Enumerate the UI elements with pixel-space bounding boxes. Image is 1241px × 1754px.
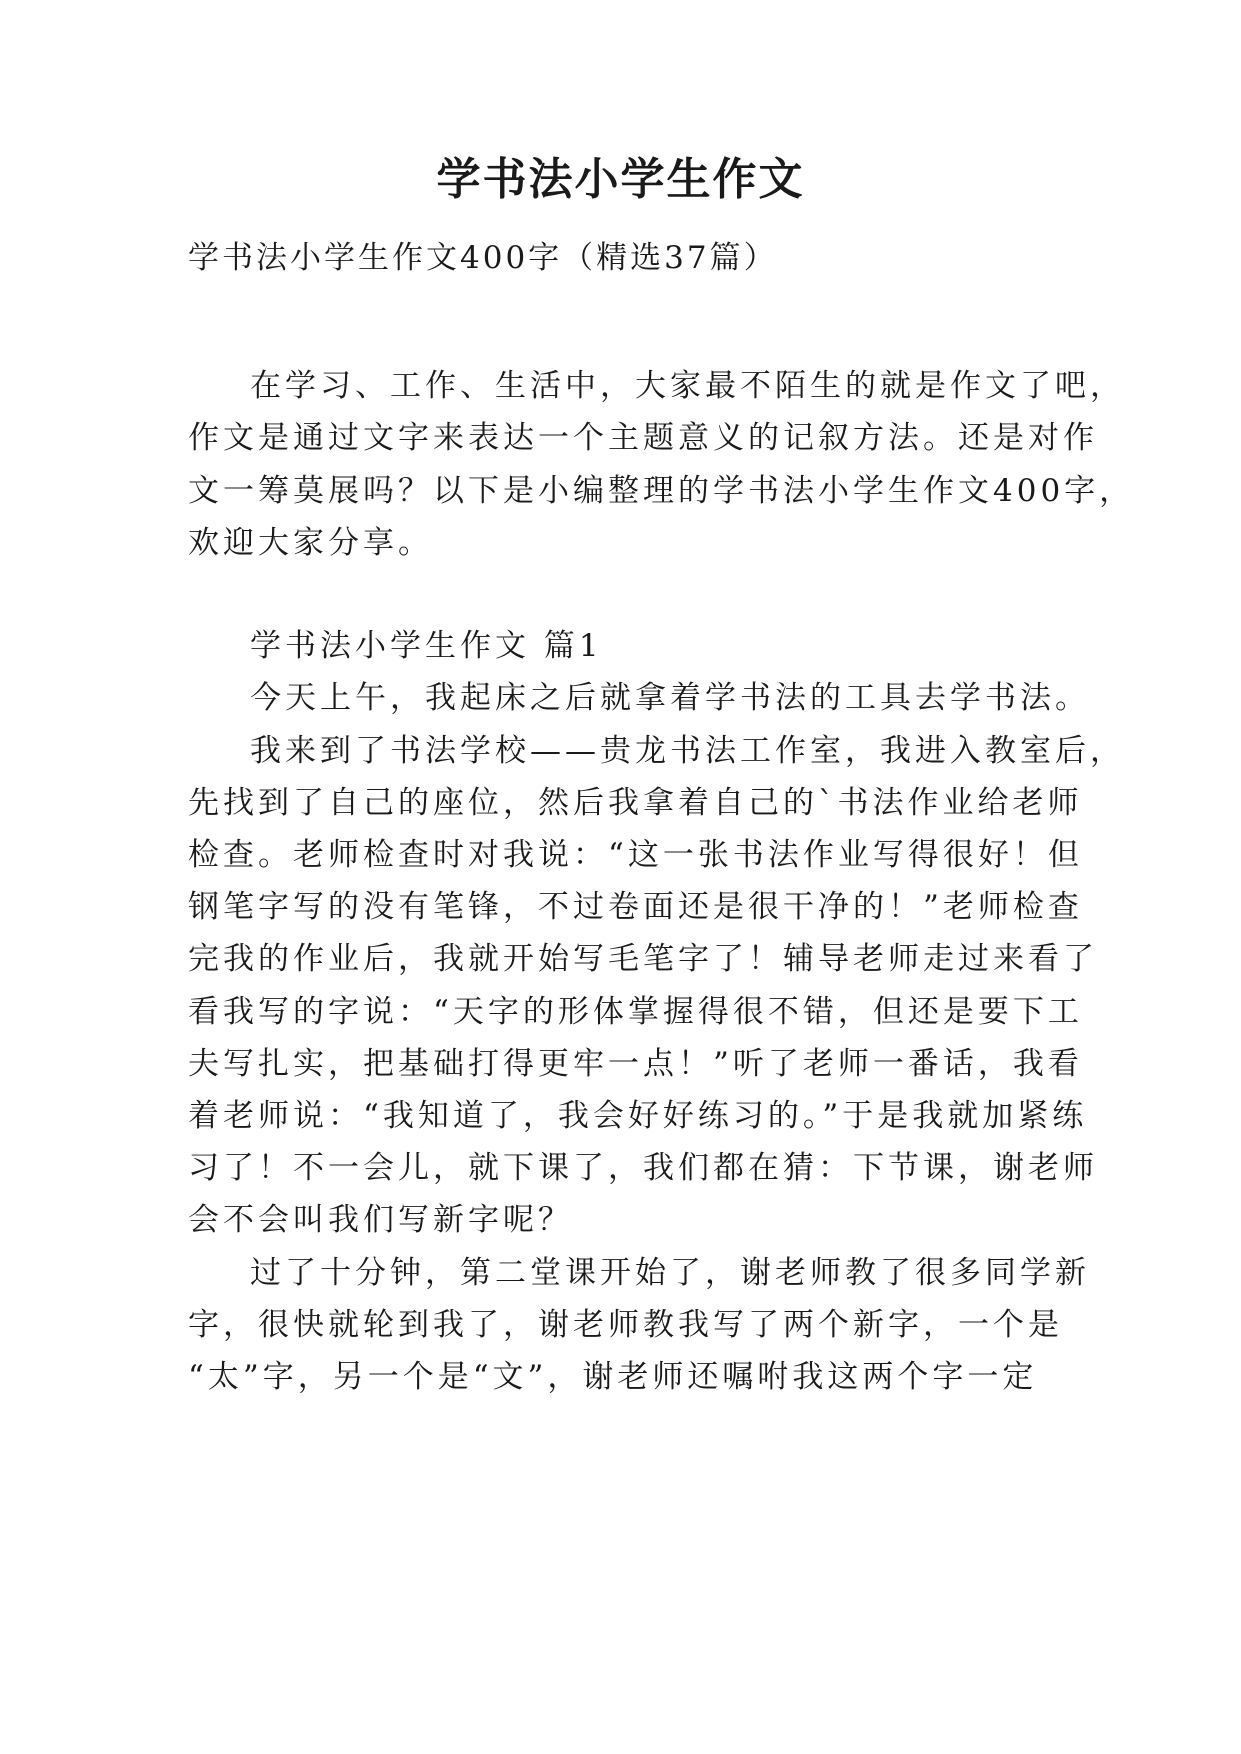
body-line: 夫写扎实，把基础打得更牢一点！”听了老师一番话，我看 [188, 1046, 1083, 1082]
body-line: 检查。老师检查时对我说：“这一张书法作业写得很好！但 [188, 837, 1083, 873]
intro-line: 作文是通过文字来表达一个主题意义的记叙方法。还是对作 [188, 420, 1098, 456]
body-line: 今天上午，我起床之后就拿着学书法的工具去学书法。 [250, 680, 1090, 716]
intro-line: 在学习、工作、生活中，大家最不陌生的就是作文了吧， [250, 368, 1125, 404]
body-line: 看我写的字说：“天字的形体掌握得很不错，但还是要下工 [188, 994, 1083, 1030]
body-line: 着老师说：“我知道了，我会好好练习的。”于是我就加紧练 [188, 1098, 1088, 1134]
intro-line: 欢迎大家分享。 [188, 525, 433, 561]
body-line: 字，很快就轮到我了，谢老师教我写了两个新字，一个是 [188, 1307, 1063, 1343]
body-line: 习了！不一会儿，就下课了，我们都在猜：下节课，谢老师 [188, 1150, 1098, 1186]
document-title: 学书法小学生作文 [436, 154, 805, 205]
body-line: 我来到了书法学校——贵龙书法工作室，我进入教室后， [250, 733, 1125, 769]
body-line: 完我的作业后，我就开始写毛笔字了！辅导老师走过来看了 [188, 941, 1098, 977]
body-line: 钢笔字写的没有笔锋，不过卷面还是很干净的！”老师检查 [188, 889, 1083, 925]
body-line: 先找到了自己的座位，然后我拿着自己的`书法作业给老师 [188, 785, 1083, 821]
body-line: 会不会叫我们写新字呢？ [188, 1202, 573, 1238]
body-line: 过了十分钟，第二堂课开始了，谢老师教了很多同学新 [250, 1255, 1090, 1291]
body-line: “太”字，另一个是“文”，谢老师还嘱咐我这两个字一定 [188, 1359, 1038, 1395]
section-heading: 学书法小学生作文 篇1 [250, 628, 603, 664]
intro-line: 文一筹莫展吗？以下是小编整理的学书法小学生作文400字， [188, 473, 1135, 509]
document-subtitle: 学书法小学生作文400字（精选37篇） [188, 240, 778, 276]
